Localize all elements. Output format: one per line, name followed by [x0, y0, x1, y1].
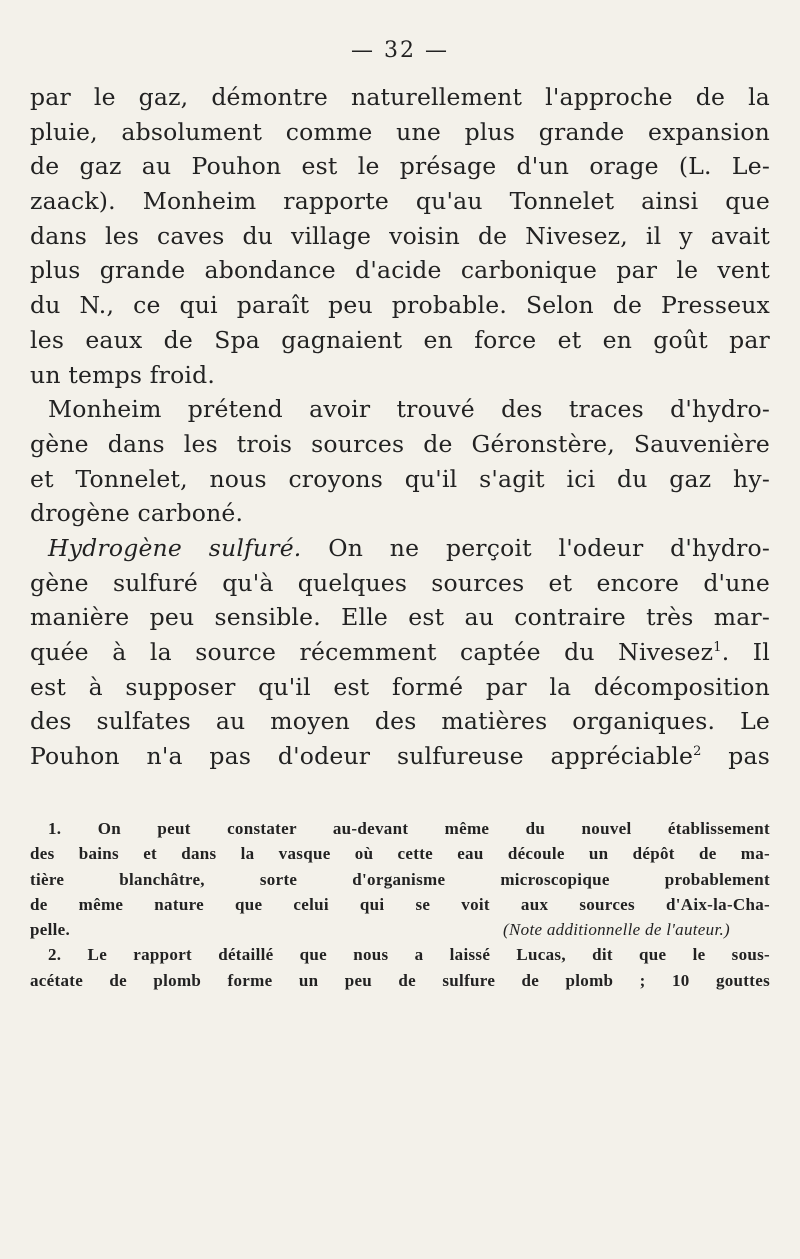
- footnote-line: pelle. (Note additionnelle de l'auteur.): [30, 917, 770, 942]
- text-line: est à supposer qu'il est formé par la décomposition: [30, 672, 770, 701]
- footnote-line: des bains et dans la vasque où cette eau découle un dépôt de ma-: [30, 844, 770, 864]
- text-line: Monheim prétend avoir trouvé des traces d'hydro-: [48, 395, 770, 424]
- text-line: quée à la source récemment captée du Nivesez$^1$. Il: [30, 638, 770, 666]
- text-line: de gaz au Pouhon est le présage d'un orage (L. Le-: [30, 152, 770, 181]
- footnote-line: acétate de plomb forme un peu de sulfure de plomb ; 10 gouttes: [30, 970, 770, 990]
- footnote-line: 1. On peut constater au-devant même du nouvel établissement: [48, 819, 770, 838]
- text-line: du N., ce qui paraît peu probable. Selon de Presseux: [30, 291, 770, 320]
- text-line: et Tonnelet, nous croyons qu'il s'agit ici du gaz hy-: [30, 464, 770, 493]
- footnote-line: tière blanchâtre, sorte d'organisme microscopique probablement: [30, 869, 770, 889]
- footnote-ref: 1: [713, 640, 722, 656]
- text-line: zaack). Monheim rapporte qu'au Tonnelet ainsi que: [30, 187, 770, 216]
- section-heading: Hydrogène sulfuré.: [48, 533, 302, 562]
- text-line: manière peu sensible. Elle est au contraire très mar-: [30, 603, 770, 632]
- page-number: — 32 —: [351, 38, 449, 63]
- body-text: [30, 80, 770, 774]
- footnotes: [30, 816, 770, 993]
- footnote-line: de même nature que celui qui se voit aux sources d'Aix-la-Cha-: [30, 894, 770, 914]
- text-line: gène sulfuré qu'à quelques sources et encore d'une: [30, 568, 770, 597]
- text-line: les eaux de Spa gagnaient en force et en goût par: [30, 325, 770, 354]
- text-line: plus grande abondance d'acide carbonique par le vent: [30, 256, 770, 285]
- footnote-line: 2. Le rapport détaillé que nous a laissé Lucas, dit que le sous-: [48, 945, 770, 965]
- text-line: pluie, absolument comme une plus grande expansion: [30, 117, 770, 146]
- text-line: des sulfates au moyen des matières organiques. Le: [30, 707, 770, 736]
- text-line-with-heading: Hydrogène sulfuré. On ne perçoit l'odeur d'hydro-: [48, 533, 771, 562]
- text-line: dans les caves du village voisin de Nivesez, il y avait: [30, 221, 770, 250]
- text-line: gène dans les trois sources de Géronstère, Sauvenière: [30, 429, 770, 458]
- footnote-ref: 2: [693, 744, 702, 760]
- text-line: drogène carboné.: [30, 499, 244, 528]
- text-line: un temps froid.: [30, 360, 216, 389]
- footnote-attribution: (Note additionnelle de l'auteur.): [503, 920, 730, 940]
- text-line: Pouhon n'a pas d'odeur sulfureuse appréciable$^2$ pas: [30, 742, 771, 771]
- text-line: par le gaz, démontre naturellement l'approche de la: [30, 83, 770, 111]
